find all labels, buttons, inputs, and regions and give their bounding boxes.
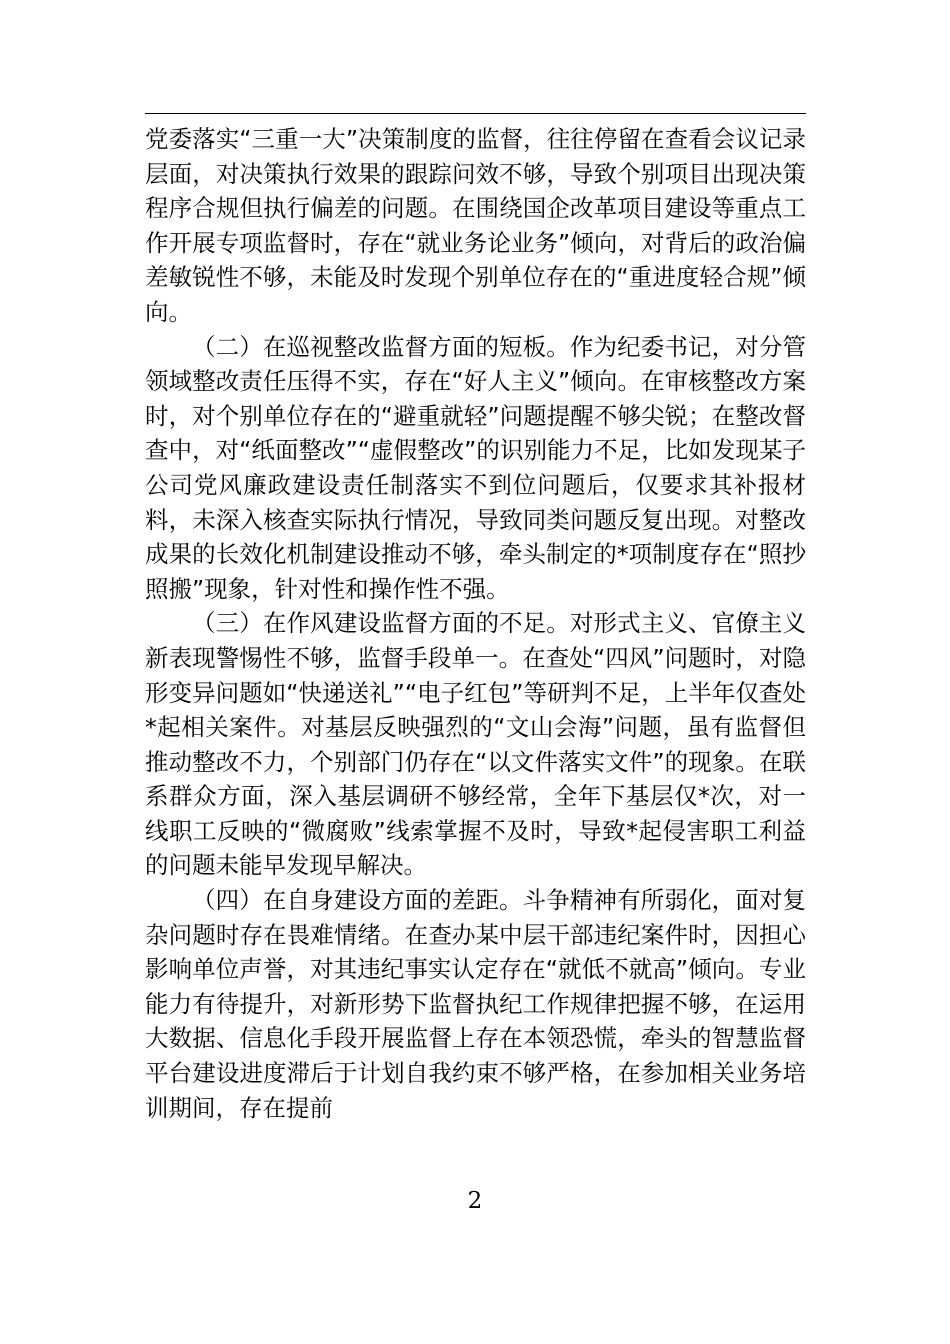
paragraph-self-building: （四）在自身建设方面的差距。斗争精神有所弱化，面对复杂问题时存在畏难情绪。在查办某中层干部违纪案件时，因担心影响单位声誉，对其违纪事实认定存在“就低不就高”倾向。专业能力有待提升，对新形势下监督执纪工作规律把握不够，在运用大数据、信息化手段开展监督上存在本领恐慌，牵头的智慧监督平台建设进度滞后于计划自我约束不够严格，在参加相关业务培训期间，存在提前: [145, 886, 806, 1122]
paragraph-continuation: 党委落实“三重一大”决策制度的监督，往往停留在查看会议记录层面，对决策执行效果的跟踪问效不够，导致个别项目出现决策程序合规但执行偏差的问题。在围绕国企改革项目建设等重点工作开展专项监督时，存在“就业务论业务”倾向，对背后的政治偏差敏锐性不够，未能及时发现个别单位存在的“重进度轻合规”倾向。: [145, 125, 806, 326]
header-rule: [145, 113, 806, 114]
paragraph-work-style-supervision: （三）在作风建设监督方面的不足。对形式主义、官僚主义新表现警惕性不够，监督手段单一。在查处“四风”问题时，对隐形变异问题如“快递送礼”“电子红包”等研判不足，上半年仅查处*起相关案件。对基层反映强烈的“文山会海”问题，虽有监督但推动整改不力，个别部门仍存在“以文件落实文件”的现象。在联系群众方面，深入基层调研不够经常，全年下基层仅*次，对一线职工反映的“微腐败”线索掌握不及时，导致*起侵害职工利益的问题未能早发现早解决。: [145, 609, 806, 880]
paragraph-inspection-rectification: （二）在巡视整改监督方面的短板。作为纪委书记，对分管领域整改责任压得不实，存在“好人主义”倾向。在审核整改方案时，对个别单位存在的“避重就轻”问题提醒不够尖锐；在整改督查中，对“纸面整改”“虚假整改”的识别能力不足，比如发现某子公司党风廉政建设责任制落实不到位问题后，仅要求其补报材料，未深入核查实际执行情况，导致同类问题反复出现。对整改成果的长效化机制建设推动不够，牵头制定的*项制度存在“照抄照搬”现象，针对性和操作性不强。: [145, 332, 806, 603]
document-body: [145, 122, 806, 1125]
page-number: 2: [467, 1188, 483, 1214]
